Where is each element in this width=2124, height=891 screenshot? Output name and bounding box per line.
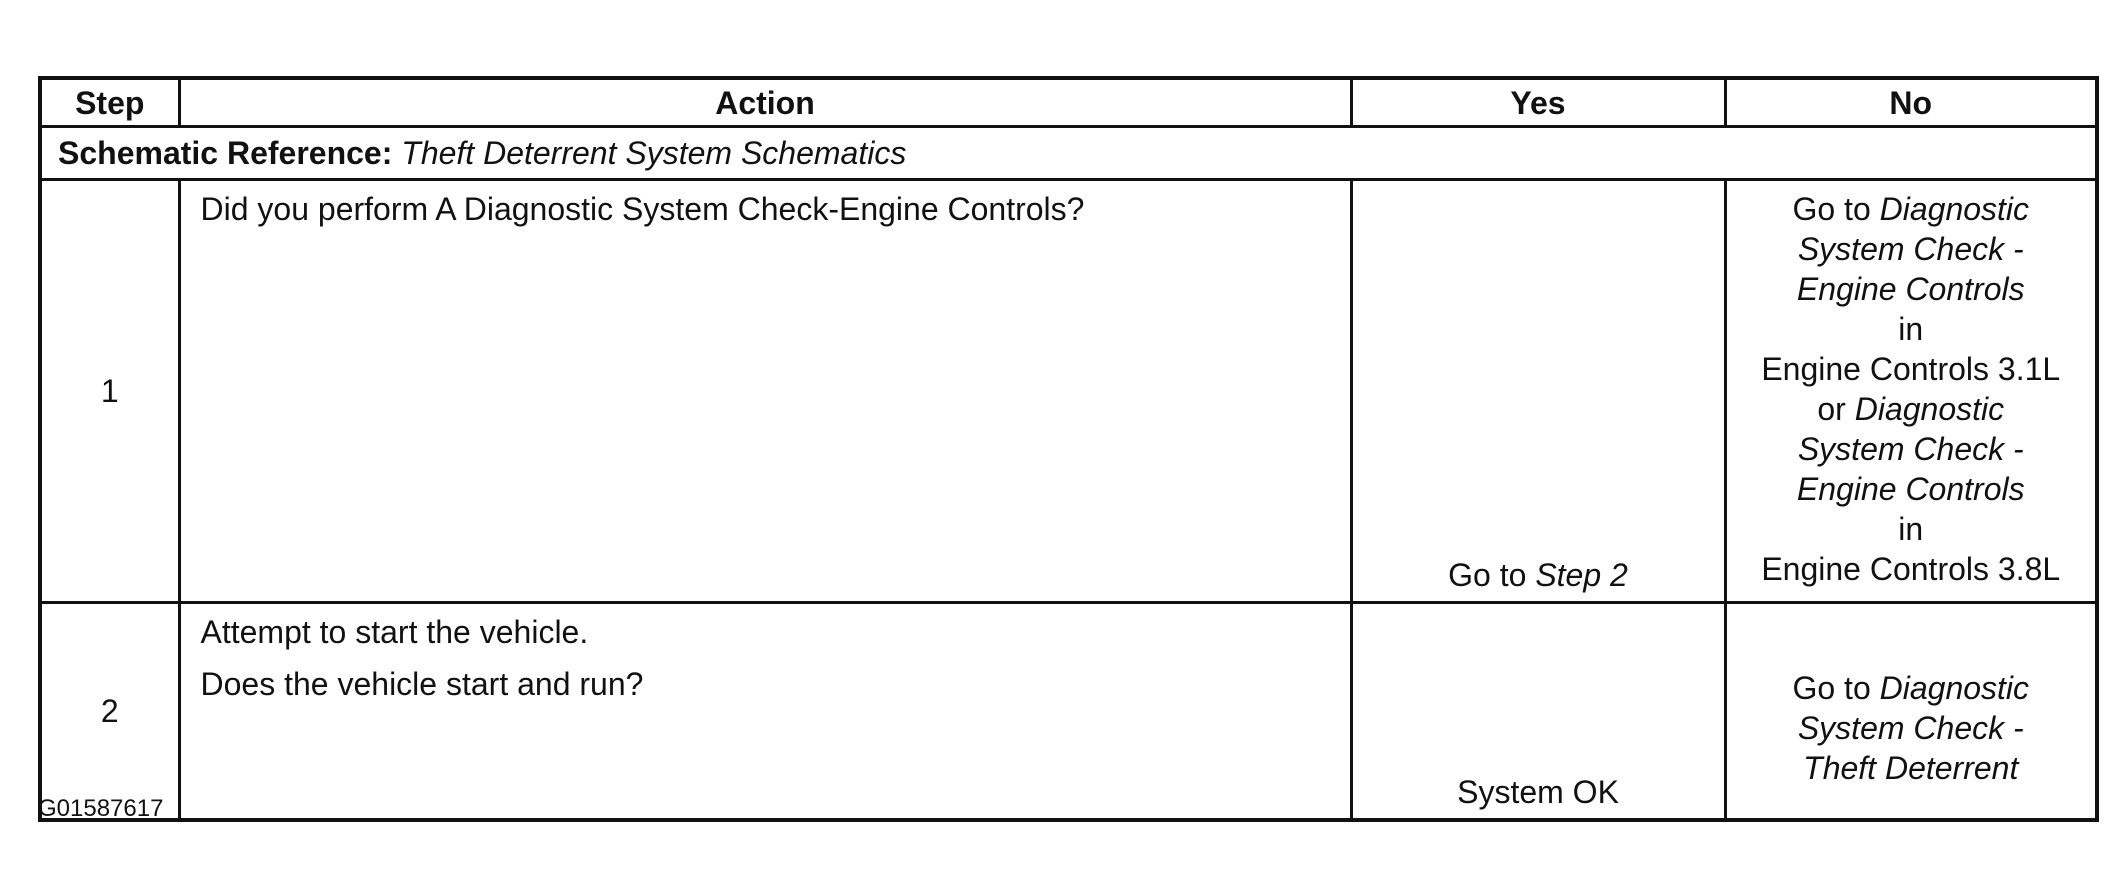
schematic-reference-link[interactable]: Theft Deterrent System Schematics <box>401 135 907 171</box>
header-no: No <box>1725 78 2097 127</box>
no-link[interactable]: System Check - <box>1797 431 2024 467</box>
no-prefix: Go to <box>1792 670 1880 706</box>
schematic-reference-cell <box>40 127 2097 180</box>
no-line <box>1731 389 2092 429</box>
no-prefix: Go to <box>1792 191 1880 227</box>
no-line <box>1731 668 2092 708</box>
yes-cell <box>1351 180 1725 603</box>
header-action: Action <box>179 78 1351 127</box>
no-link[interactable]: Diagnostic <box>1879 670 2030 706</box>
table-row <box>40 180 2097 603</box>
yes-cell <box>1351 603 1725 821</box>
no-text: Engine Controls 3.1L <box>1761 351 2061 387</box>
step-number: 1 <box>40 180 179 603</box>
no-text: in <box>1898 311 1924 347</box>
yes-step-link[interactable]: Step 2 <box>1535 557 1628 593</box>
no-link[interactable]: Engine Controls <box>1796 471 2025 507</box>
yes-prefix: Go to <box>1448 557 1536 593</box>
no-cell <box>1725 603 2097 821</box>
action-question: Does the vehicle start and run? <box>200 666 644 702</box>
action-text: Attempt to start the vehicle. <box>200 614 589 650</box>
action-cell <box>179 603 1351 821</box>
header-yes: Yes <box>1351 78 1725 127</box>
no-link[interactable]: System Check - <box>1797 231 2024 267</box>
header-row <box>40 78 2097 127</box>
step-number: 2 <box>40 603 179 821</box>
no-text: in <box>1898 511 1924 547</box>
diagnostic-table <box>38 76 2099 822</box>
action-text: Did you perform A Diagnostic System Check-Engine Controls? <box>200 191 1085 227</box>
figure-id: G01587617 <box>38 795 164 822</box>
no-link[interactable]: Theft Deterrent <box>1803 750 2019 786</box>
no-link[interactable]: Engine Controls <box>1796 271 2025 307</box>
no-link[interactable]: Diagnostic <box>1879 191 2030 227</box>
header-step: Step <box>40 78 179 127</box>
action-cell <box>179 180 1351 603</box>
schematic-reference-label: Schematic Reference: <box>58 135 393 171</box>
table-row <box>40 603 2097 821</box>
no-link[interactable]: Diagnostic <box>1854 391 2005 427</box>
no-cell <box>1725 180 2097 603</box>
no-prefix: or <box>1817 391 1855 427</box>
no-link[interactable]: System Check - <box>1797 710 2024 746</box>
schematic-reference-row <box>40 127 2097 180</box>
no-text: Engine Controls 3.8L <box>1761 551 2061 587</box>
no-line <box>1731 189 2092 229</box>
yes-result: System OK <box>1457 774 1619 810</box>
